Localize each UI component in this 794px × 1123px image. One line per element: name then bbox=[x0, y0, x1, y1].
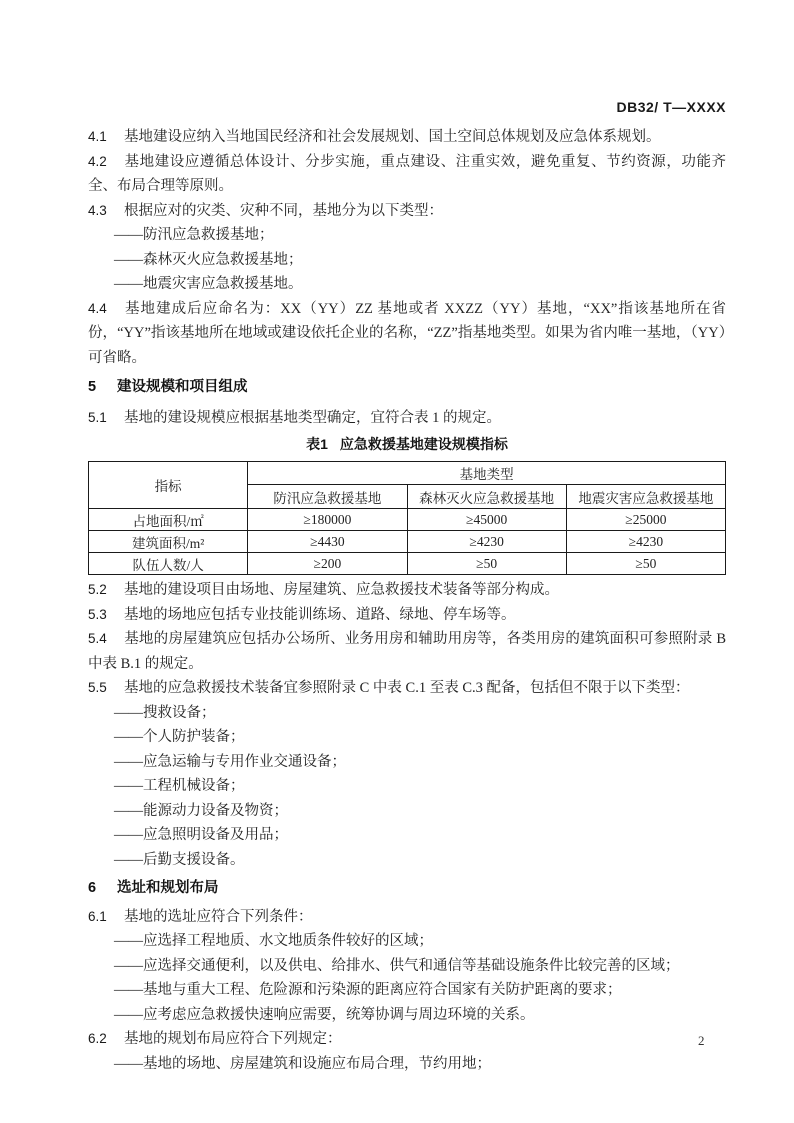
table-cell-value: ≥4230 bbox=[407, 531, 566, 553]
list-item-site-condition: ——应考虑应急救援快速响应需要，统筹协调与周边环境的关系。 bbox=[114, 1006, 535, 1023]
list-item-site-condition: ——基地与重大工程、危险源和污染源的距离应符合国家有关防护距离的要求； bbox=[114, 982, 622, 998]
section-title: 选址和规划布局 bbox=[117, 880, 219, 896]
table-1-base-scale-indicators bbox=[88, 461, 726, 575]
table-caption-title: 应急救援基地建设规模指标 bbox=[339, 436, 508, 452]
clause-text: 基地建成后应命名为：XX（YY）ZZ 基地或者 XXZZ（YY）基地，“XX”指该基地所在省份，“YY”指该基地所在地域或建设依托企业的名称，“ZZ”指基地类型。如果为省内唯一基地，（YY）可省略。 bbox=[88, 300, 726, 366]
clause-number: 5.3 bbox=[88, 606, 107, 622]
table-cell-value: ≥180000 bbox=[248, 509, 407, 531]
table-header-type-forest-fire: 森林灭火应急救援基地 bbox=[407, 485, 566, 509]
clause-text: 基地的规划布局应符合下列规定： bbox=[124, 1031, 342, 1047]
clause-number: 4.4 bbox=[88, 300, 107, 316]
clause-5-1 bbox=[88, 406, 726, 431]
table-cell-value: ≥25000 bbox=[566, 509, 725, 531]
clause-4-1 bbox=[88, 125, 726, 150]
table-cell-value: ≥4230 bbox=[566, 531, 725, 553]
list-item-equipment: ——能源动力设备及物资； bbox=[114, 802, 288, 819]
page-number: 2 bbox=[698, 1033, 705, 1048]
table-row-land-area bbox=[89, 509, 726, 531]
section-title: 建设规模和项目组成 bbox=[117, 379, 248, 395]
document-body bbox=[88, 125, 726, 1076]
table-header-row-group bbox=[89, 462, 726, 485]
table-cell-label: 占地面积/㎡ bbox=[89, 509, 248, 531]
clause-5-4 bbox=[88, 627, 726, 676]
table-cell-value: ≥50 bbox=[566, 553, 725, 575]
clause-text: 基地建设应遵循总体设计、分步实施，重点建设、注重实效，避免重复、节约资源，功能齐全、布局合理等原则。 bbox=[88, 153, 726, 194]
clause-5-2 bbox=[88, 578, 726, 603]
clause-number: 4.1 bbox=[88, 129, 107, 144]
section-number: 6 bbox=[88, 880, 97, 896]
clause-number: 6.1 bbox=[88, 908, 107, 924]
clause-text: 基地的房屋建筑应包括办公场所、业务用房和辅助用房等，各类用房的建筑面积可参照附录 B 中表 B.1 的规定。 bbox=[88, 631, 726, 672]
list-item-equipment: ——搜救设备； bbox=[114, 704, 216, 721]
clause-text: 基地的应急救援技术装备宜参照附录 C 中表 C.1 至表 C.3 配备，包括但不限于以下类型： bbox=[124, 680, 690, 696]
list-item-site-condition: ——应选择交通便利，以及供电、给排水、供气和通信等基础设施条件比较完善的区域； bbox=[114, 957, 680, 974]
clause-text: 基地建设应纳入当地国民经济和社会发展规划、国土空间总体规划及应急体系规划。 bbox=[124, 129, 661, 145]
clause-4-2 bbox=[88, 150, 726, 199]
section-5-heading bbox=[88, 375, 726, 400]
clause-number: 4.3 bbox=[88, 202, 107, 218]
table-header-indicator: 指标 bbox=[89, 462, 248, 509]
table-header-base-type: 基地类型 bbox=[248, 462, 726, 485]
table-cell-value: ≥200 bbox=[248, 553, 407, 575]
clause-number: 5.4 bbox=[88, 631, 107, 646]
section-number: 5 bbox=[88, 379, 97, 395]
clause-6-2 bbox=[88, 1027, 726, 1052]
section-6-heading bbox=[88, 876, 726, 901]
table-1-caption bbox=[88, 436, 726, 453]
list-item-equipment: ——应急运输与专用作业交通设备； bbox=[114, 753, 346, 770]
table-row-building-area bbox=[89, 531, 726, 553]
clause-text: 基地的选址应符合下列条件： bbox=[124, 908, 313, 925]
list-item-base-type: ——地震灾害应急救援基地。 bbox=[114, 276, 303, 292]
table-cell-label: 建筑面积/m² bbox=[89, 531, 248, 553]
clause-number: 5.1 bbox=[88, 409, 107, 425]
clause-4-3 bbox=[88, 199, 726, 224]
clause-text: 根据应对的灾类、灾种不同，基地分为以下类型： bbox=[124, 202, 443, 219]
table-cell-value: ≥50 bbox=[407, 553, 566, 575]
clause-text: 基地的建设规模应根据基地类型确定，宜符合表 1 的规定。 bbox=[124, 409, 501, 426]
clause-number: 4.2 bbox=[88, 153, 107, 169]
document-code-header: DB32/ T—XXXX bbox=[616, 99, 726, 115]
list-item-base-type: ——森林灭火应急救援基地； bbox=[114, 251, 303, 268]
list-item-equipment: ——个人防护装备； bbox=[114, 729, 245, 745]
clause-text: 基地的场地应包括专业技能训练场、道路、绿地、停车场等。 bbox=[124, 606, 516, 623]
list-item-equipment: ——工程机械设备； bbox=[114, 778, 245, 794]
list-item-layout-rule: ——基地的场地、房屋建筑和设施应布局合理，节约用地； bbox=[114, 1055, 491, 1072]
table-cell-value: ≥45000 bbox=[407, 509, 566, 531]
clause-5-3 bbox=[88, 603, 726, 628]
table-header-type-earthquake: 地震灾害应急救援基地 bbox=[566, 485, 725, 509]
list-item-base-type: ——防汛应急救援基地； bbox=[114, 227, 274, 243]
list-item-equipment: ——应急照明设备及用品； bbox=[114, 827, 288, 843]
table-caption-label: 表1 bbox=[306, 436, 328, 452]
table-row-team-size bbox=[89, 553, 726, 575]
clause-number: 6.2 bbox=[88, 1031, 107, 1046]
clause-4-4 bbox=[88, 297, 726, 371]
list-item-site-condition: ——应选择工程地质、水文地质条件较好的区域； bbox=[114, 933, 433, 949]
list-item-equipment: ——后勤支援设备。 bbox=[114, 851, 245, 868]
clause-5-5 bbox=[88, 676, 726, 701]
clause-text: 基地的建设项目由场地、房屋建筑、应急救援技术装备等部分构成。 bbox=[124, 582, 559, 598]
table-cell-value: ≥4430 bbox=[248, 531, 407, 553]
clause-number: 5.2 bbox=[88, 582, 107, 597]
clause-6-1 bbox=[88, 905, 726, 930]
table-header-type-flood: 防汛应急救援基地 bbox=[248, 485, 407, 509]
clause-number: 5.5 bbox=[88, 680, 107, 695]
table-cell-label: 队伍人数/人 bbox=[89, 553, 248, 575]
